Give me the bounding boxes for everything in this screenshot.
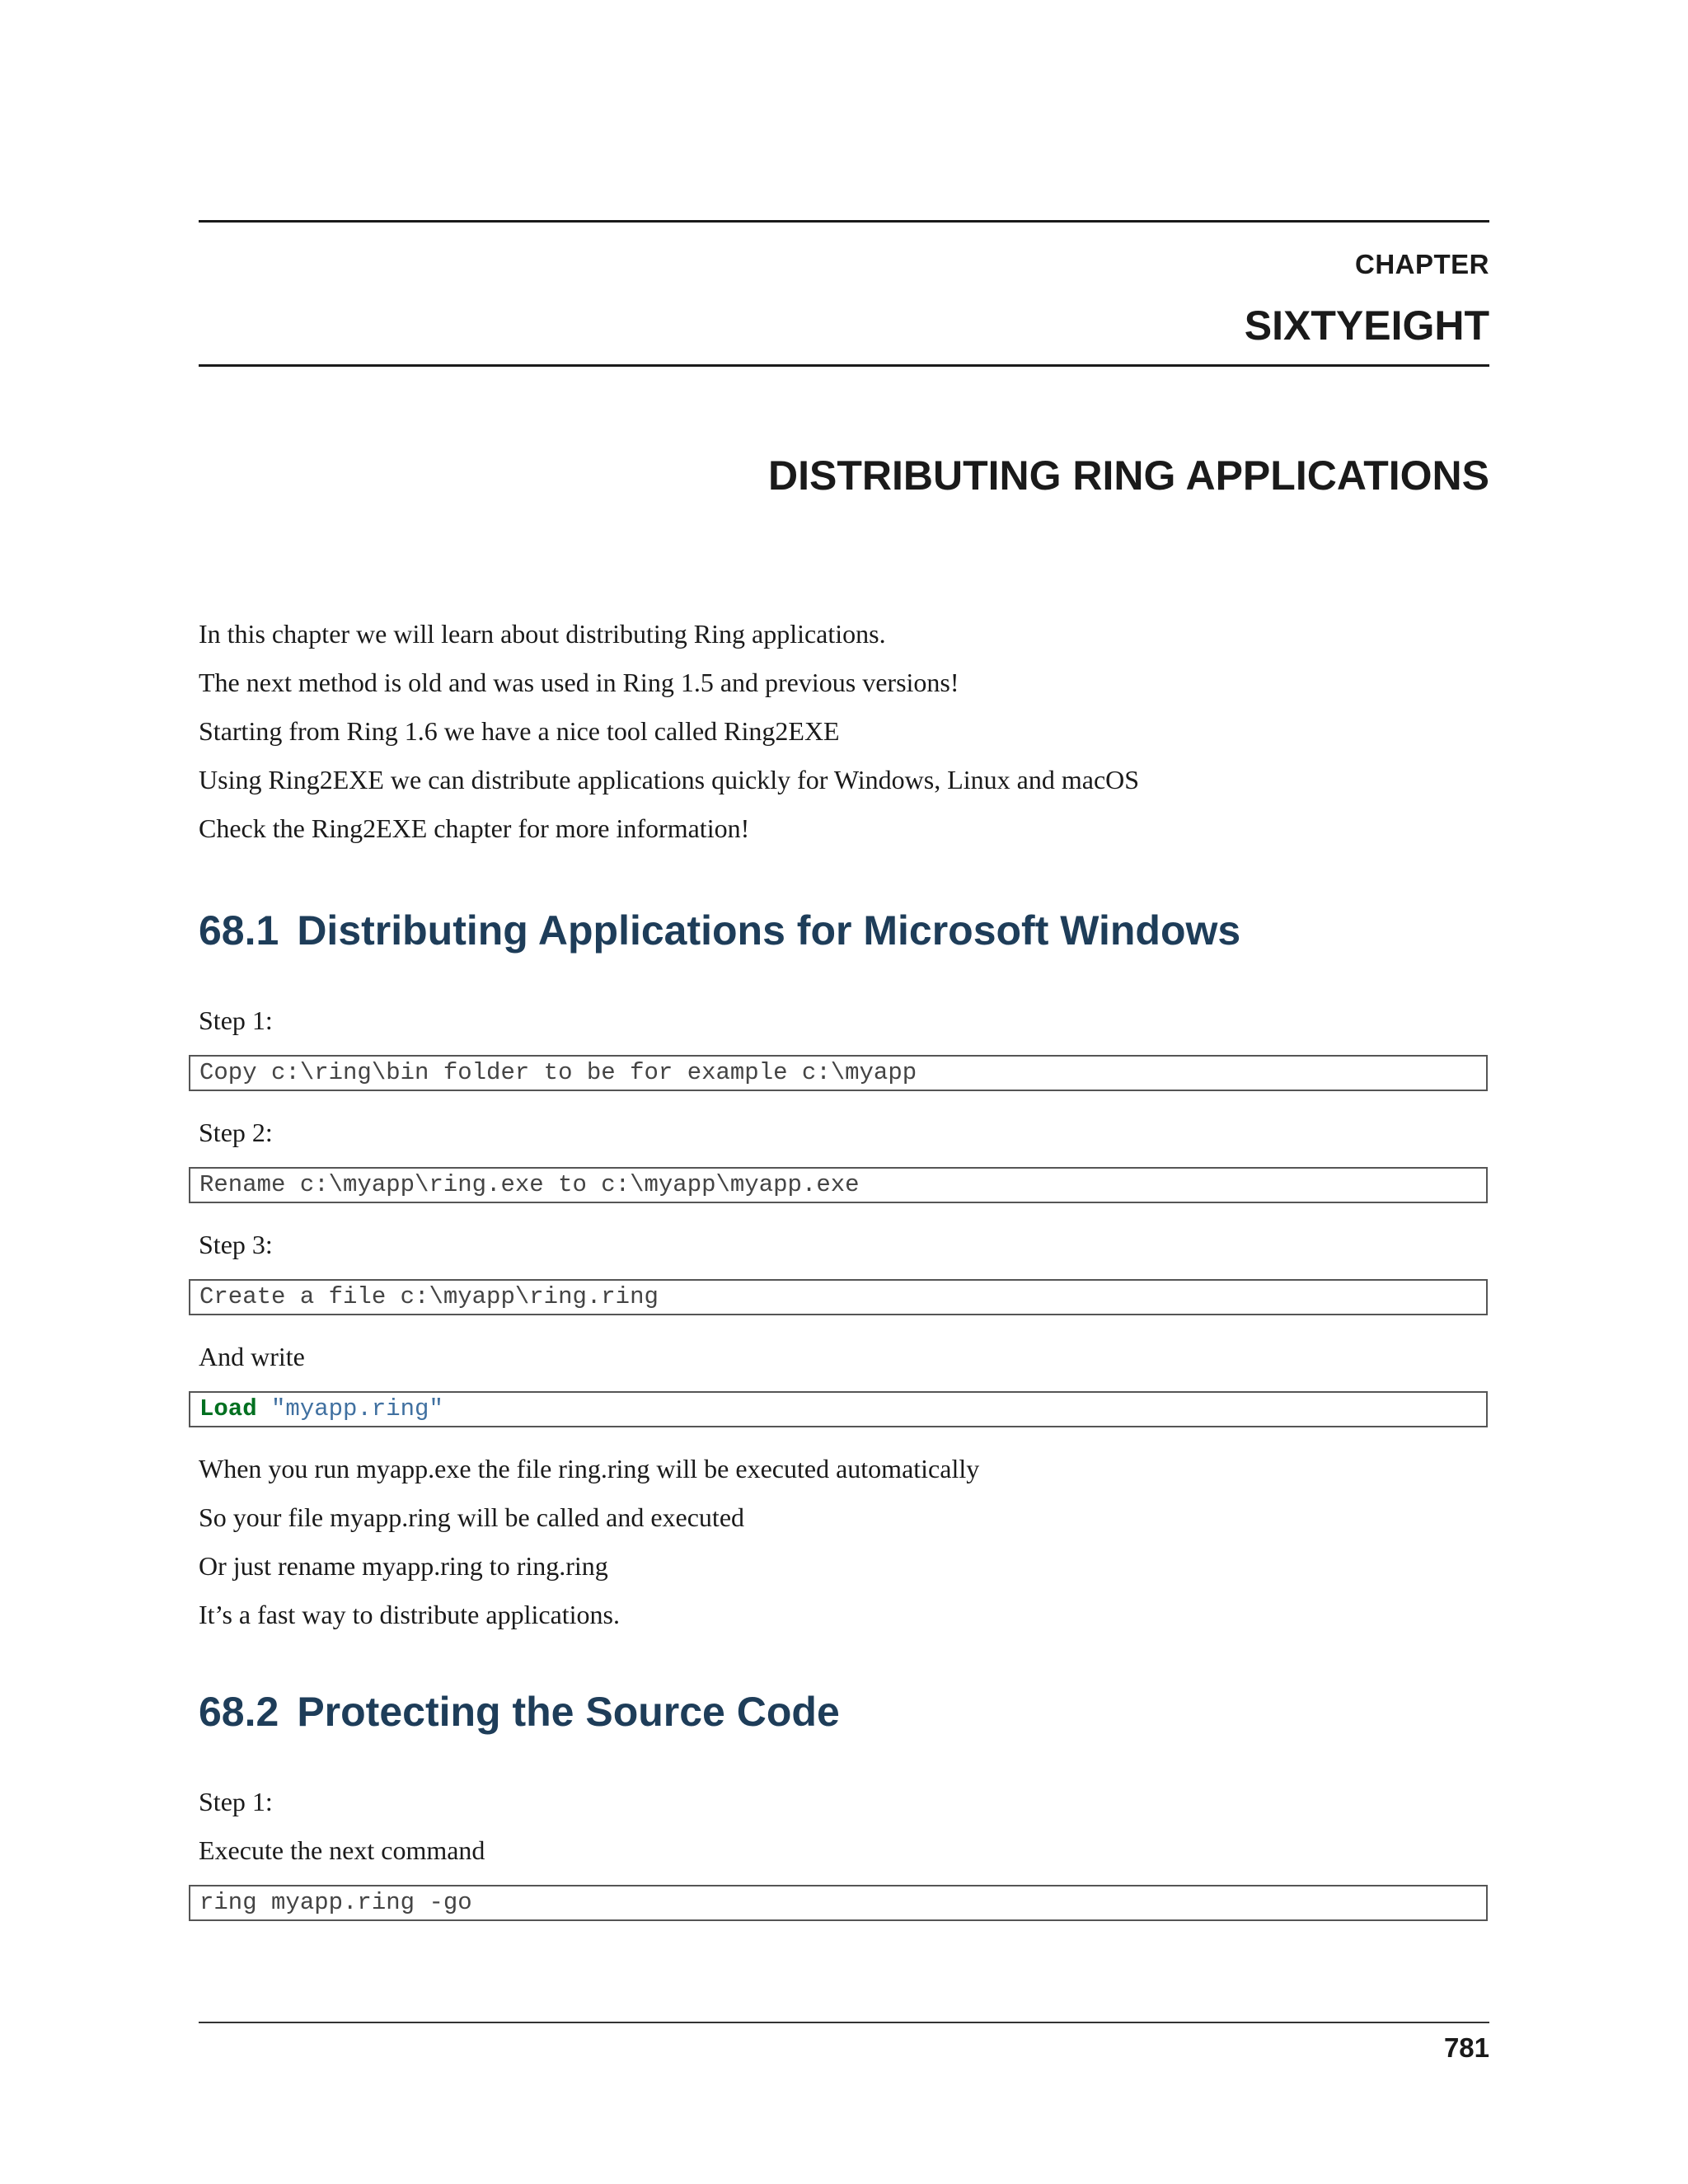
section-heading-68-2 bbox=[199, 1688, 840, 1736]
step-label: Step 3: bbox=[199, 1230, 273, 1259]
code-string: "myapp.ring" bbox=[271, 1395, 443, 1422]
note-paragraph: When you run myapp.exe the file ring.ring will be executed automatically bbox=[199, 1454, 980, 1483]
intro-paragraph: Starting from Ring 1.6 we have a nice tool called Ring2EXE bbox=[199, 716, 840, 746]
page-number: 781 bbox=[1443, 2032, 1489, 2063]
code-keyword: Load bbox=[199, 1395, 257, 1422]
header-bottom-rule bbox=[199, 364, 1489, 367]
code-block-load bbox=[189, 1391, 1488, 1427]
intro-paragraph: Using Ring2EXE we can distribute applications quickly for Windows, Linux and macOS bbox=[199, 765, 1140, 794]
note-paragraph: Or just rename myapp.ring to ring.ring bbox=[199, 1551, 608, 1581]
code-block-create: Create a file c:\myapp\ring.ring bbox=[189, 1279, 1488, 1315]
code-block-rename: Rename c:\myapp\ring.exe to c:\myapp\myapp.exe bbox=[189, 1167, 1488, 1203]
note-paragraph: It’s a fast way to distribute applications. bbox=[199, 1600, 620, 1629]
chapter-label: CHAPTER bbox=[1354, 249, 1489, 279]
step-label: Step 2: bbox=[199, 1118, 273, 1147]
section-heading-68-1 bbox=[199, 907, 1240, 954]
section-number: 68.1 bbox=[199, 907, 279, 954]
intro-paragraph: Check the Ring2EXE chapter for more information! bbox=[199, 813, 750, 843]
intro-paragraph: The next method is old and was used in Ring 1.5 and previous versions! bbox=[199, 668, 959, 697]
chapter-title: DISTRIBUTING RING APPLICATIONS bbox=[768, 452, 1489, 499]
code-block-copy: Copy c:\ring\bin folder to be for example c:\myapp bbox=[189, 1055, 1488, 1091]
code-block-ring-go: ring myapp.ring -go bbox=[189, 1885, 1488, 1921]
intro-paragraph: In this chapter we will learn about distributing Ring applications. bbox=[199, 619, 886, 649]
and-write-text: And write bbox=[199, 1342, 305, 1371]
section-title: Distributing Applications for Microsoft Windows bbox=[297, 907, 1241, 954]
section-number: 68.2 bbox=[199, 1689, 279, 1735]
chapter-number: SIXTYEIGHT bbox=[1244, 302, 1489, 349]
step-label: Step 1: bbox=[199, 1005, 273, 1035]
footer-rule bbox=[199, 2022, 1489, 2023]
header-top-rule bbox=[199, 220, 1489, 223]
step-text: Execute the next command bbox=[199, 1835, 485, 1865]
step-label: Step 1: bbox=[199, 1787, 273, 1816]
note-paragraph: So your file myapp.ring will be called and executed bbox=[199, 1502, 745, 1532]
section-title: Protecting the Source Code bbox=[297, 1689, 840, 1735]
